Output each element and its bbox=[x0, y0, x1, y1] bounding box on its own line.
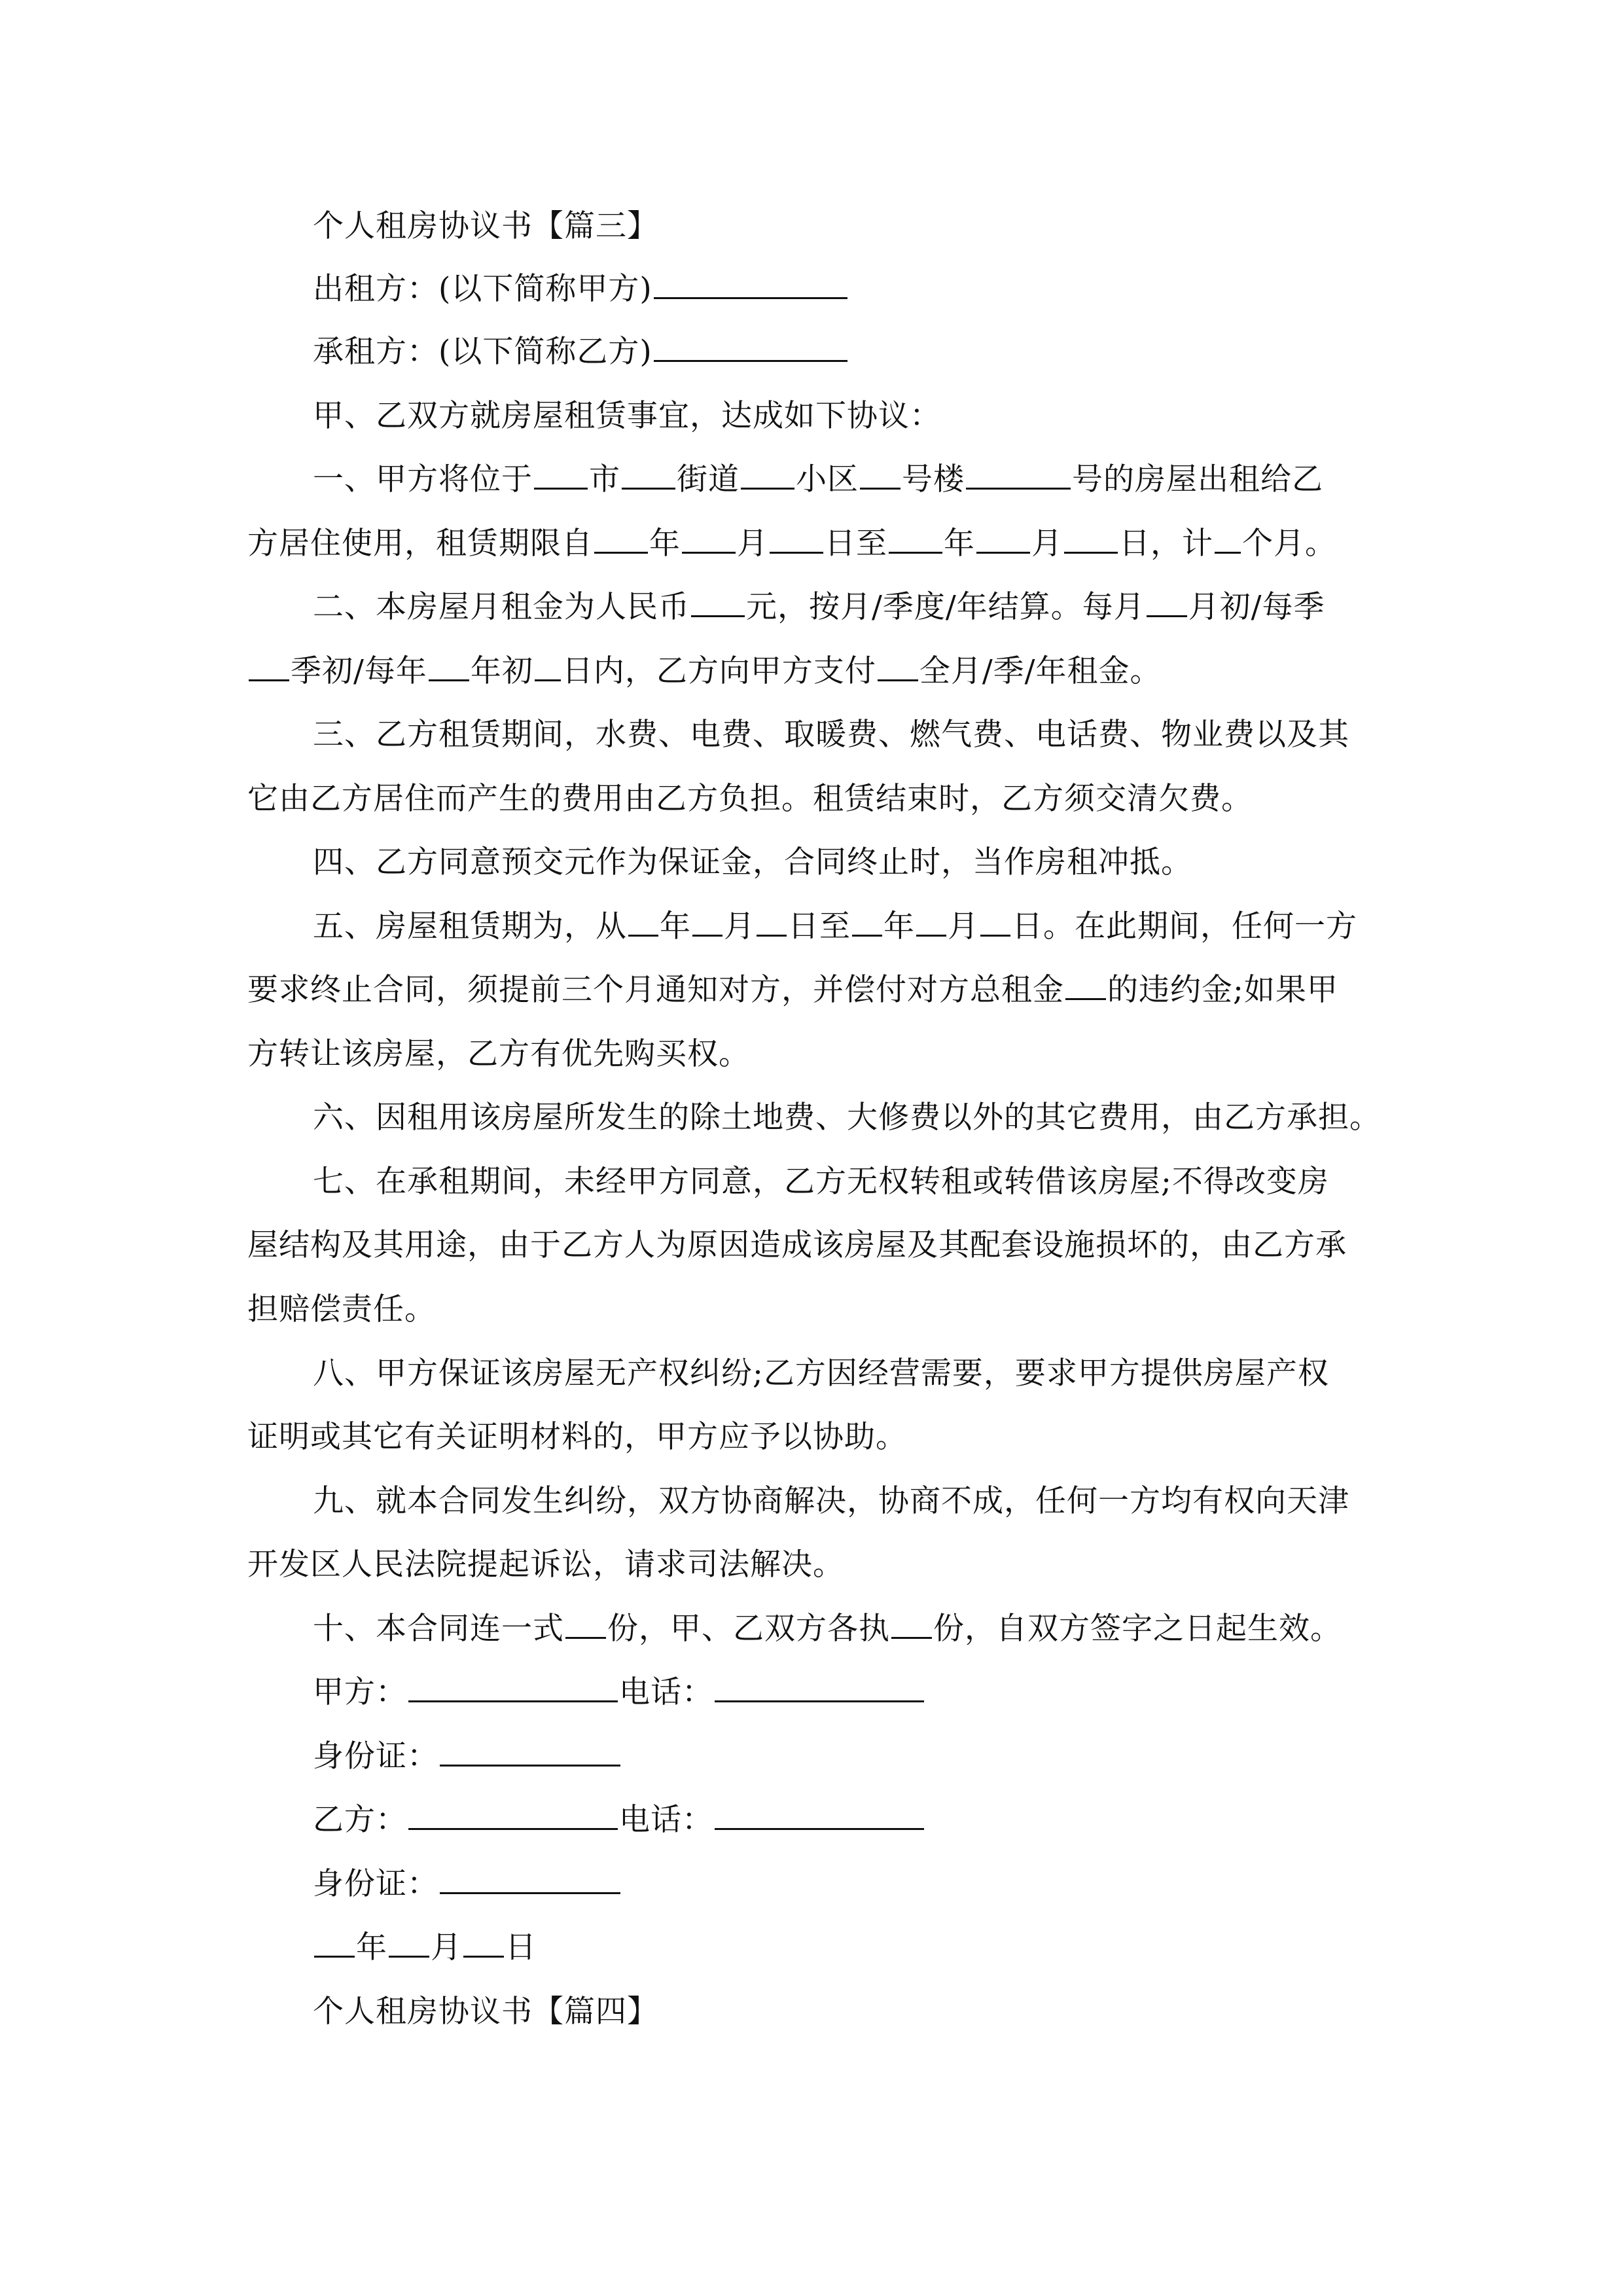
blank bbox=[878, 653, 918, 681]
clause8-line1: 八、甲方保证该房屋无产权纠纷;乙方因经营需要，要求甲方提供房屋产权 bbox=[313, 1355, 1329, 1391]
blank bbox=[535, 653, 561, 681]
lessee-blank bbox=[654, 334, 847, 362]
party-a-id-blank bbox=[440, 1738, 620, 1767]
clause5-line1: 五、房屋租赁期为，从 年 月 日至 年 月 日。在此期间，任何一方 bbox=[313, 908, 1357, 944]
blank bbox=[860, 461, 901, 490]
party-b-phone-blank bbox=[715, 1802, 924, 1830]
party-b-id-blank bbox=[440, 1866, 620, 1894]
blank bbox=[565, 1611, 606, 1639]
clause6-line: 六、因租用该房屋所发生的除土地费、大修费以外的其它费用，由乙方承担。 bbox=[313, 1100, 1381, 1136]
clause7-line1: 七、在承租期间，未经甲方同意，乙方无权转租或转借该房屋;不得改变房 bbox=[313, 1164, 1329, 1200]
clause1-line2: 方居住使用，租赁期限自 年 月 日至 年 月 日，计 个月。 bbox=[247, 526, 1336, 562]
clause5-line3: 方转让该房屋，乙方有优先购买权。 bbox=[247, 1036, 750, 1072]
blank bbox=[429, 653, 469, 681]
clause1-line1: 一、甲方将位于 市 街道 小区 号楼 号的房屋出租给乙 bbox=[313, 461, 1323, 497]
blank bbox=[741, 461, 794, 490]
lessee-line: 承租方：(以下简称乙方) bbox=[313, 334, 1380, 370]
clause7-line3: 担赔偿责任。 bbox=[247, 1291, 436, 1327]
lessor-line: 出租方：(以下简称甲方) bbox=[313, 271, 1380, 308]
clause9-line1: 九、就本合同发生纠纷，双方协商解决，协商不成，任何一方均有权向天津 bbox=[313, 1483, 1349, 1519]
year-blank bbox=[314, 1929, 355, 1958]
next-section-title: 个人租房协议书【篇四】 bbox=[313, 1994, 658, 2030]
clause5-line2: 要求终止合同，须提前三个月通知对方，并偿付对方总租金 的违约金;如果甲 bbox=[247, 972, 1338, 1008]
blank bbox=[534, 461, 588, 490]
clause10-line: 十、本合同连一式 份，甲、乙双方各执 份，自双方签字之日起生效。 bbox=[313, 1611, 1342, 1647]
clause2-line2: 季初/每年 年初 日内，乙方向甲方支付 全月/季/年租金。 bbox=[247, 653, 1380, 690]
blank bbox=[622, 461, 675, 490]
clause2-line1: 二、本房屋月租金为人民币 元，按月/季度/年结算。每月 月初/每季 bbox=[313, 589, 1325, 625]
blank bbox=[594, 526, 648, 554]
clause9-line2: 开发区人民法院提起诉讼，请求司法解决。 bbox=[247, 1547, 844, 1583]
blank bbox=[889, 526, 942, 554]
blank bbox=[976, 526, 1030, 554]
party-a-blank bbox=[408, 1674, 618, 1702]
clause8-line2: 证明或其它有关证明材料的，甲方应予以协助。 bbox=[247, 1419, 907, 1455]
blank bbox=[770, 526, 823, 554]
blank bbox=[249, 653, 289, 681]
day-blank bbox=[463, 1929, 504, 1958]
blank bbox=[1065, 972, 1106, 1000]
party-a-id-line: 身份证： bbox=[313, 1738, 1380, 1775]
clause7-line2: 屋结构及其用途，由于乙方人为原因造成该房屋及其配套设施损坏的，由乙方承 bbox=[247, 1227, 1347, 1263]
party-b-blank bbox=[408, 1802, 618, 1830]
party-b-line: 乙方： 电话： bbox=[313, 1802, 1380, 1839]
blank bbox=[682, 526, 736, 554]
blank bbox=[916, 908, 946, 937]
blank bbox=[757, 908, 787, 937]
blank bbox=[1147, 589, 1187, 617]
party-a-phone-blank bbox=[715, 1674, 924, 1702]
intro-line: 甲、乙双方就房屋租赁事宜，达成如下协议： bbox=[313, 398, 941, 434]
blank bbox=[1064, 526, 1118, 554]
blank bbox=[691, 589, 745, 617]
blank bbox=[692, 908, 722, 937]
party-b-id-line: 身份证： bbox=[313, 1866, 1380, 1903]
clause3-line2: 它由乙方居住而产生的费用由乙方负担。租赁结束时，乙方须交清欠费。 bbox=[247, 781, 1253, 817]
blank bbox=[1215, 526, 1241, 554]
lessor-blank bbox=[654, 271, 847, 299]
blank bbox=[628, 908, 658, 937]
blank bbox=[966, 461, 1071, 490]
section-title: 个人租房协议书【篇三】 bbox=[313, 208, 658, 244]
clause4-line: 四、乙方同意预交元作为保证金，合同终止时，当作房租冲抵。 bbox=[313, 844, 1192, 880]
blank bbox=[891, 1611, 932, 1639]
month-blank bbox=[389, 1929, 429, 1958]
party-a-line: 甲方： 电话： bbox=[313, 1674, 1380, 1711]
date-line: 年 月 日 bbox=[313, 1929, 1380, 1966]
clause3-line1: 三、乙方租赁期间，水费、电费、取暖费、燃气费、电话费、物业费以及其 bbox=[313, 717, 1349, 753]
blank bbox=[852, 908, 882, 937]
blank bbox=[980, 908, 1010, 937]
